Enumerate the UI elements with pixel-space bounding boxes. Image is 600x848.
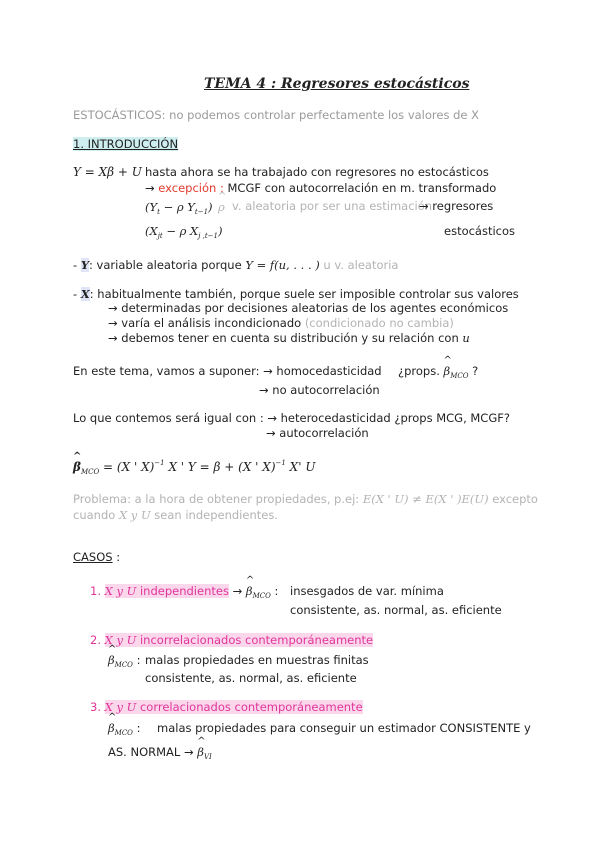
caso-3-prop-2: AS. NORMAL → ^ $\beta_{VI}$ [108, 745, 212, 761]
hasta-line: hasta ahora se ha trabajado con regresores no estocásticos [145, 165, 489, 179]
caso-1-prop-1: insesgados de var. mínima [290, 584, 444, 598]
sub-bullet-2: → varía el análisis incondicionado (condicionado no cambia) [108, 316, 454, 330]
caso-2-prop-2: consistente, as. normal, as. eficiente [145, 671, 357, 685]
caso-2: 2. X y U incorrelacionados contemporáneamente [90, 633, 374, 647]
problema-line-2: cuando X y U sean independientes. [73, 508, 278, 522]
intro-line: ESTOCÁSTICOS: no podemos controlar perfectamente los valores de X [73, 108, 480, 122]
va-text: v. aleatoria por ser una estimación [232, 199, 433, 213]
caso-3-beta: ^ $\beta_{MCO}$ : [108, 721, 140, 737]
caso-2-prop-1: malas propiedades en muestras finitas [145, 653, 369, 667]
caso-3-prop-1: malas propiedades para conseguir un estimador CONSISTENTE y [157, 721, 531, 735]
exception-line: → excepción : MCGF con autocorrelación en m. transformado [145, 181, 497, 195]
suponer-line-2: → no autocorrelación [259, 383, 380, 397]
bullet-x: - X: habitualmente también, porque suele ser imposible controlar sus valores [73, 287, 519, 301]
casos-heading: CASOS : [73, 550, 121, 564]
page-title: TEMA 4 : Regresores estocásticos [204, 76, 470, 92]
suponer-line: En este tema, vamos a suponer: → homocedasticidad [73, 364, 382, 378]
model-equation: Y = Xβ + U [73, 165, 142, 179]
section-heading: 1. INTRODUCCIÓN [73, 137, 179, 151]
y-transformed-term: ($Y_t - \rho$ $Y_{t-1}$) [145, 200, 213, 216]
regresores-text: → regresores [419, 199, 494, 213]
beta-mco-formula: ^ $\beta_{MCO} = (X$ ' X)$^{-1}$ X ' Y = β + (X ' X)$^{-1}$ X' U [73, 459, 315, 476]
caso-3: 3. X y U correlacionados contemporáneamente [90, 700, 363, 714]
suponer-question: ¿props. ^ $\beta_{MCO}$ ? [398, 364, 478, 380]
bullet-y: - Y: variable aleatoria porque Y = f(u, . . . ) u v. aleatoria [73, 258, 399, 272]
contemos-line: Lo que contemos será igual con : → heterocedasticidad ¿props MCG, MCGF? [73, 411, 510, 425]
x-transformed-term: ($X_{jt} - \rho$ $X_{j ,t-1}$) [145, 224, 223, 240]
sub-bullet-3: → debemos tener en cuenta su distribución y su relación con u [108, 331, 470, 345]
caso-1-prop-2: consistente, as. normal, as. eficiente [290, 603, 502, 617]
caso-2-beta: ^ $\beta_{MCO}$ : [108, 653, 140, 669]
caso-1: 1. X y U independientes → ^ $\beta_{MCO}$ : [90, 584, 278, 600]
sub-bullet-1: → determinadas por decisiones aleatorias de los agentes económicos [108, 301, 509, 315]
estocasticos-text: estocásticos [444, 224, 516, 238]
contemos-line-2: → autocorrelación [266, 426, 369, 440]
problema-line-1: Problema: a la hora de obtener propiedades, p.ej: E(X ' U) ≠ E(X ' )E(U) excepto [73, 492, 538, 506]
rho-hat: ^ ρ [218, 200, 225, 214]
